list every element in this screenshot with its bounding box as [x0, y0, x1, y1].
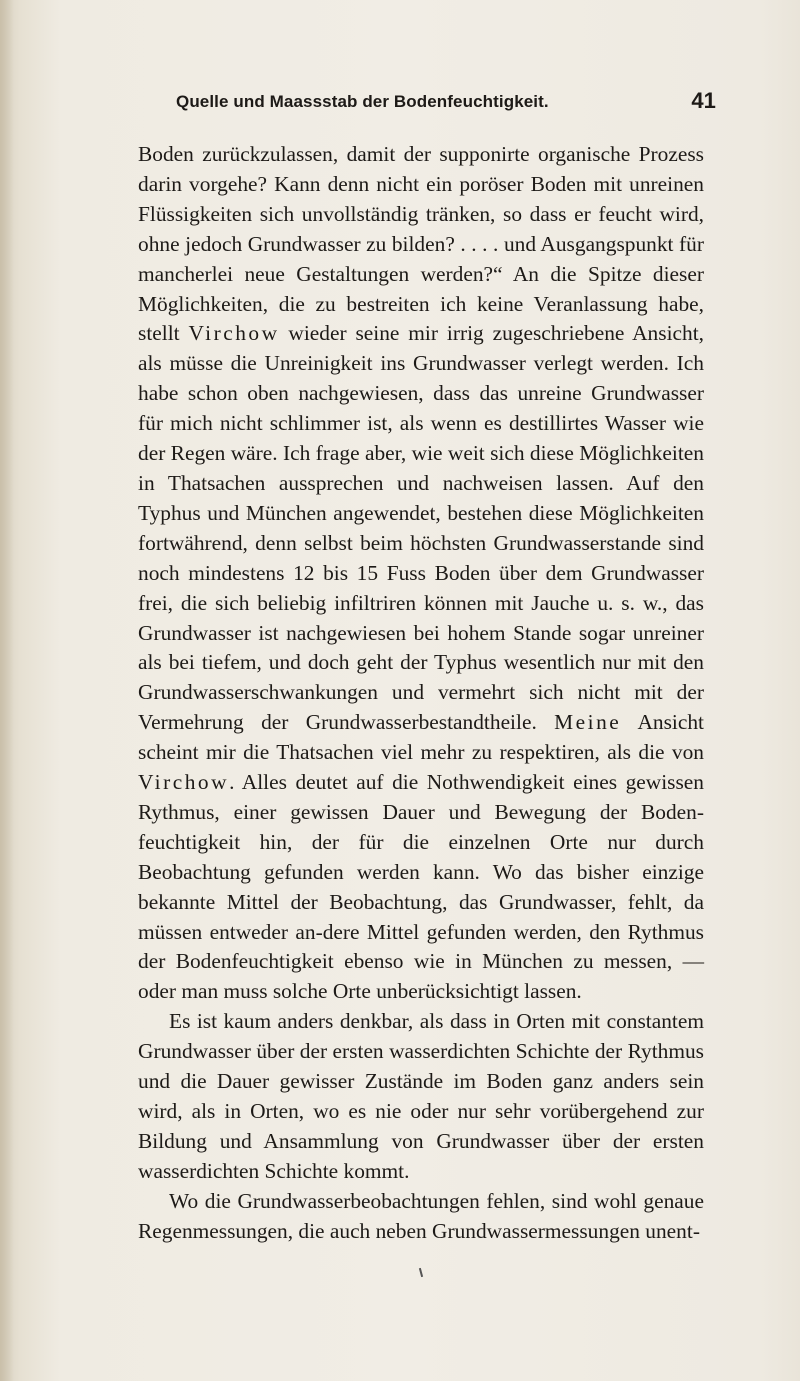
running-head [176, 88, 716, 118]
paragraph-3: Wo die Grundwasserbeobachtungen fehlen, sind wohl genaue Regenmessungen, die auch neben Grundwassermessungen unent- [138, 1188, 704, 1243]
page-number: 41 [691, 88, 716, 113]
text-segment: Ansicht scheint mir die Thatsachen viel mehr zu respektiren, als die von [138, 710, 704, 765]
text-segment: . Alles deutet auf die Nothwendigkeit eines gewissen Rythmus, einer gewissen Dauer und Bewegung der Boden-feuchtigkeit hin, der für die einzelnen Orte nur durch Beobachtung gefunden werden kann. Wo das bisher einzige bekannte Mittel der Beobachtung, das Grundwasser, fehlt, da müssen entweder an-dere Mittel gefunden werden, den Rythmus der Bodenfeuchtigkeit ebenso wie in München zu messen, — oder man muss solche Orte unberücksichtigt lassen. [138, 770, 704, 1004]
paragraph-1 [138, 140, 704, 1007]
text-segment: Boden zurückzulassen, damit der supponirte organische Prozess darin vorgehe? Kann denn nicht ein poröser Boden mit unreinen Flüssigkeiten sich unvollständig tränken, so dass er feucht wird, ohne jedoch Grundwasser zu bilden? . . . . und Ausgangspunkt für mancherlei neue Gestaltungen werden?“ An die Spitze dieser Möglichkeiten, die zu bestreiten ich keine Veranlassung habe, stellt [138, 142, 704, 346]
page-edge-shadow [0, 0, 14, 1381]
emphasis-meine: Meine [554, 710, 622, 735]
text-segment: wieder seine mir irrig zugeschriebene Ansicht, als müsse die Unreinigkeit ins Grundwasser verlegt werden. Ich habe schon oben nachgewiesen, dass das unreine Grundwasser für mich nicht schlimmer ist, als wenn es destillirtes Wasser wie der Regen wäre. Ich frage aber, wie weit sich diese Möglichkeiten in Thatsachen aussprechen und nachweisen lassen. Auf den Typhus und München angewendet, bestehen diese Möglichkeiten fortwährend, denn selbst beim höchsten Grundwasserstande sind noch mindestens 12 bis 15 Fuss Boden über dem Grundwasser frei, die sich beliebig infiltriren können mit Jauche u. s. w., das Grundwasser ist nachgewiesen bei hohem Stande sogar unreiner als bei tiefem, und doch geht der Typhus wesentlich nur mit den Grundwasserschwankungen und vermehrt sich nicht mit der Vermehrung der Grundwasserbestandtheile. [138, 321, 704, 735]
running-title: Quelle und Maassstab der Bodenfeuchtigkeit. [176, 92, 549, 111]
author-name-virchow: Virchow [188, 321, 280, 346]
ink-speck [419, 1268, 423, 1277]
author-name-virchow: Virchow [138, 770, 230, 795]
body-text [138, 140, 704, 1247]
paragraph-2: Es ist kaum anders denkbar, als dass in Orten mit constantem Grundwasser über der ersten wasserdichten Schichte der Rythmus und die Dauer gewisser Zustände im Boden ganz anders sein wird, als in Orten, wo es nie oder nur sehr vorübergehend zur Bildung und Ansammlung von Grundwasser über der ersten wasserdichten Schichte kommt. [138, 1009, 704, 1183]
